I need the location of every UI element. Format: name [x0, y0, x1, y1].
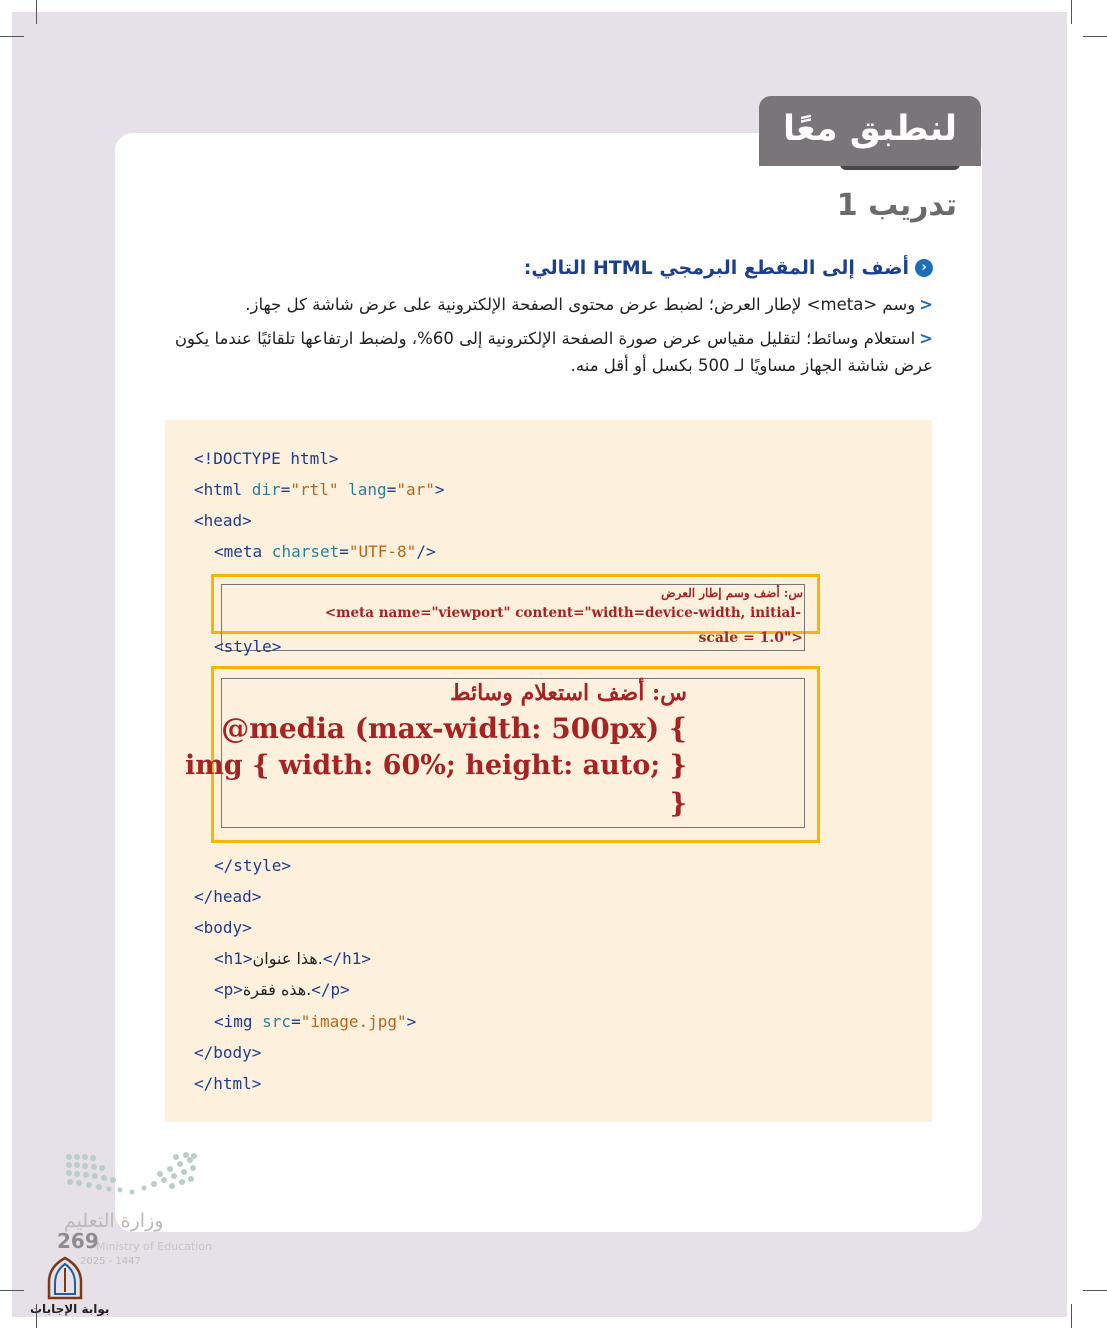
crop-mark [1083, 1290, 1107, 1291]
crop-mark [1071, 1304, 1072, 1328]
code-line: <head> [194, 511, 252, 530]
code-line: <p>هذه فقرة.</p> [214, 980, 350, 999]
ministry-name-ar: وزارة التعليم [64, 1210, 164, 1232]
edition-years: 2025 - 1447 [80, 1256, 141, 1267]
bullet-item [245, 291, 933, 318]
crop-mark [1071, 0, 1072, 24]
code-line: </head> [194, 887, 262, 906]
crop-mark [36, 0, 37, 24]
code-line: <img src="image.jpg"> [214, 1012, 417, 1031]
code-line: <meta charset="UTF-8"/> [214, 542, 436, 561]
section-tab: لنطبق معًا [759, 96, 981, 166]
exercise-title: تدريب 1 [836, 188, 957, 223]
bullet-marker: < [919, 329, 933, 348]
crop-mark [0, 1290, 24, 1291]
meta-answer-line: scale = 1.0"> [698, 630, 803, 646]
bullet-item [173, 325, 933, 379]
code-line: <style> [214, 637, 282, 656]
code-line: </body> [194, 1043, 262, 1062]
crop-mark [0, 36, 24, 37]
media-answer-line: img { width: 60%; height: auto; } [184, 750, 687, 781]
portal-logo-icon [44, 1256, 86, 1300]
code-line: <!DOCTYPE html> [194, 449, 339, 468]
bullet-marker: < [919, 295, 933, 314]
code-line: <html dir="rtl" lang="ar"> [194, 480, 445, 499]
bullet-text: استعلام وسائط؛ لتقليل مقياس عرض صورة الصفحة الإلكترونية إلى 60%، ولضبط ارتفاعها تلقائيًا عندما يكون عرض شاشة الجهاز مساويًا لـ 500 بكسل أو أقل منه. [174, 329, 933, 375]
meta-answer-line: <meta name="viewport" content="width=device-width, initial- [324, 605, 801, 621]
page-number: 269 [57, 1229, 99, 1253]
code-line: <body> [194, 918, 252, 937]
code-line: <h1>هذا عنوان.</h1> [214, 949, 371, 968]
code-line: </html> [194, 1074, 262, 1093]
media-answer-line: } [669, 788, 687, 819]
media-question-label: س: أضف استعلام وسائط [450, 680, 687, 706]
bullet-text: وسم <meta> لإطار العرض؛ لضبط عرض محتوى الصفحة الإلكترونية على عرض شاشة كل جهاز. [245, 295, 916, 314]
media-answer-line: @media (max-width: 500px) { [221, 712, 687, 745]
ministry-name-en: Ministry of Education [96, 1240, 213, 1253]
meta-question-label: س: أضف وسم إطار العرض [661, 586, 803, 600]
ministry-logo-icon [64, 1152, 199, 1197]
portal-name: بوابة الإجابات [30, 1302, 110, 1316]
code-line: </style> [214, 856, 292, 875]
question-heading [524, 257, 933, 279]
chevron-left-icon: ‹ [915, 259, 933, 277]
question-text: أضف إلى المقطع البرمجي HTML التالي: [523, 257, 909, 279]
crop-mark [1083, 36, 1107, 37]
